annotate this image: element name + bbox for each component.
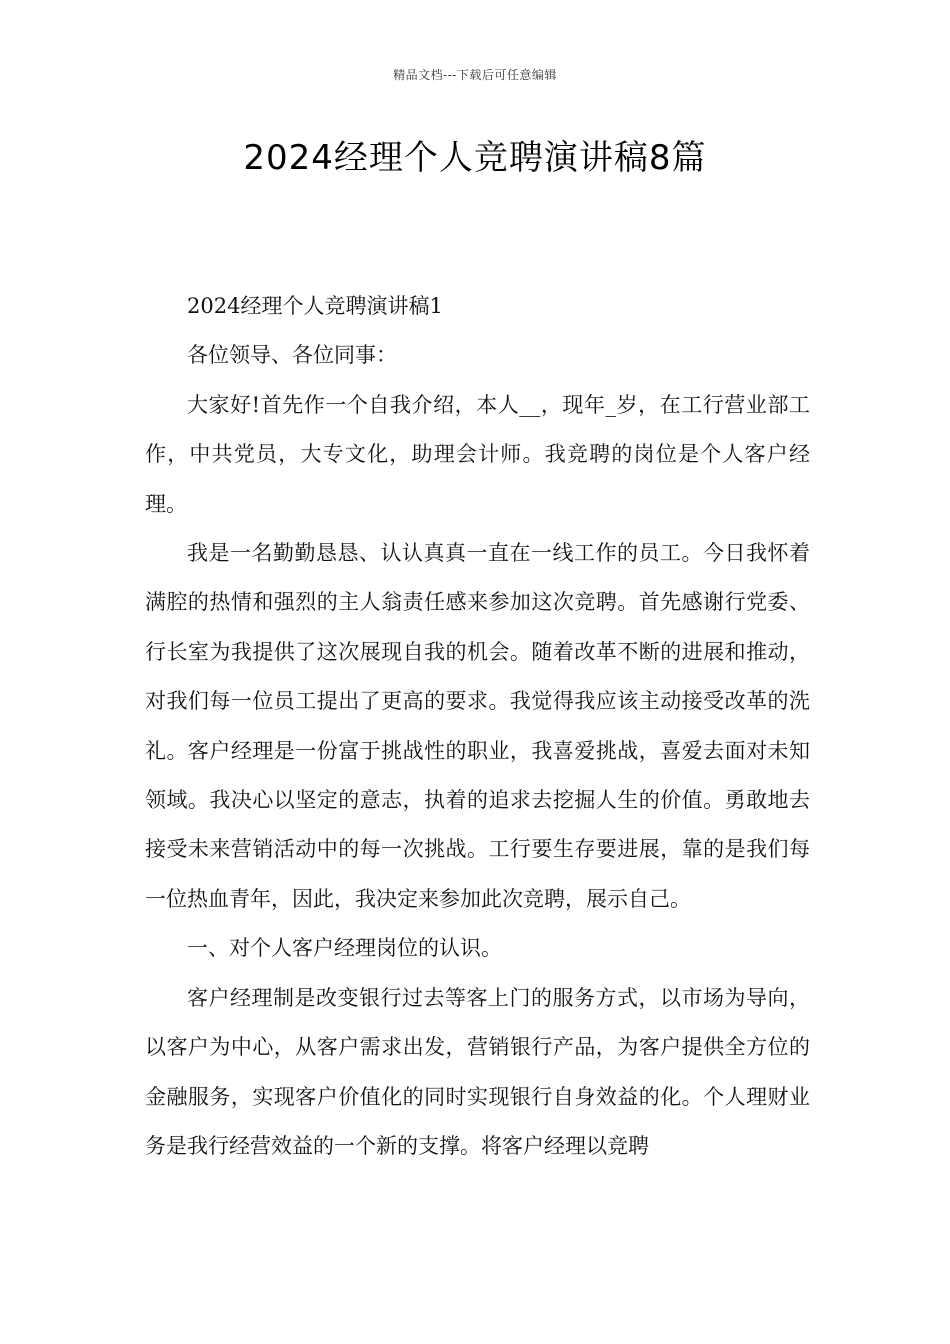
subsection-heading: 一、对个人客户经理岗位的认识。: [187, 936, 502, 961]
salutation: 各位领导、各位同事：: [187, 343, 397, 368]
body-paragraph: 大家好!首先作一个自我介绍，本人__，现年_岁，在工行营业部工作，中共党员，大专文化，助理会计师。我竞聘的岗位是个人客户经理。: [145, 392, 810, 516]
document-title: 2024经理个人竞聘演讲稿8篇: [243, 138, 707, 178]
header-note: 精品文档---下载后可任意编辑: [393, 68, 557, 82]
body-paragraph: 我是一名勤勤恳恳、认认真真一直在一线工作的员工。今日我怀着满腔的热情和强烈的主人翁责任感来参加这次竞聘。首先感谢行党委、行长室为我提供了这次展现自我的机会。随着改革不断的进展和推动，对我们每一位员工提出了更高的要求。我觉得我应该主动接受改革的洗礼。客户经理是一份富于挑战性的职业，我喜爱挑战，喜爱去面对未知领域。我决心以坚定的意志，执着的追求去挖掘人生的价值。勇敢地去接受未来营销活动中的每一次挑战。工行要生存要进展，靠的是我们每一位热血青年，因此，我决定来参加此次竞聘，展示自己。: [145, 541, 810, 911]
section-heading: 2024经理个人竞聘演讲稿1: [187, 294, 443, 318]
document-body: [145, 282, 810, 1171]
body-paragraph: 客户经理制是改变银行过去等客上门的服务方式，以市场为导向，以客户为中心，从客户需求出发，营销银行产品，为客户提供全方位的金融服务，实现客户价值化的同时实现银行自身效益的化。个人理财业务是我行经营效益的一个新的支撑。将客户经理以竞聘: [145, 985, 810, 1158]
